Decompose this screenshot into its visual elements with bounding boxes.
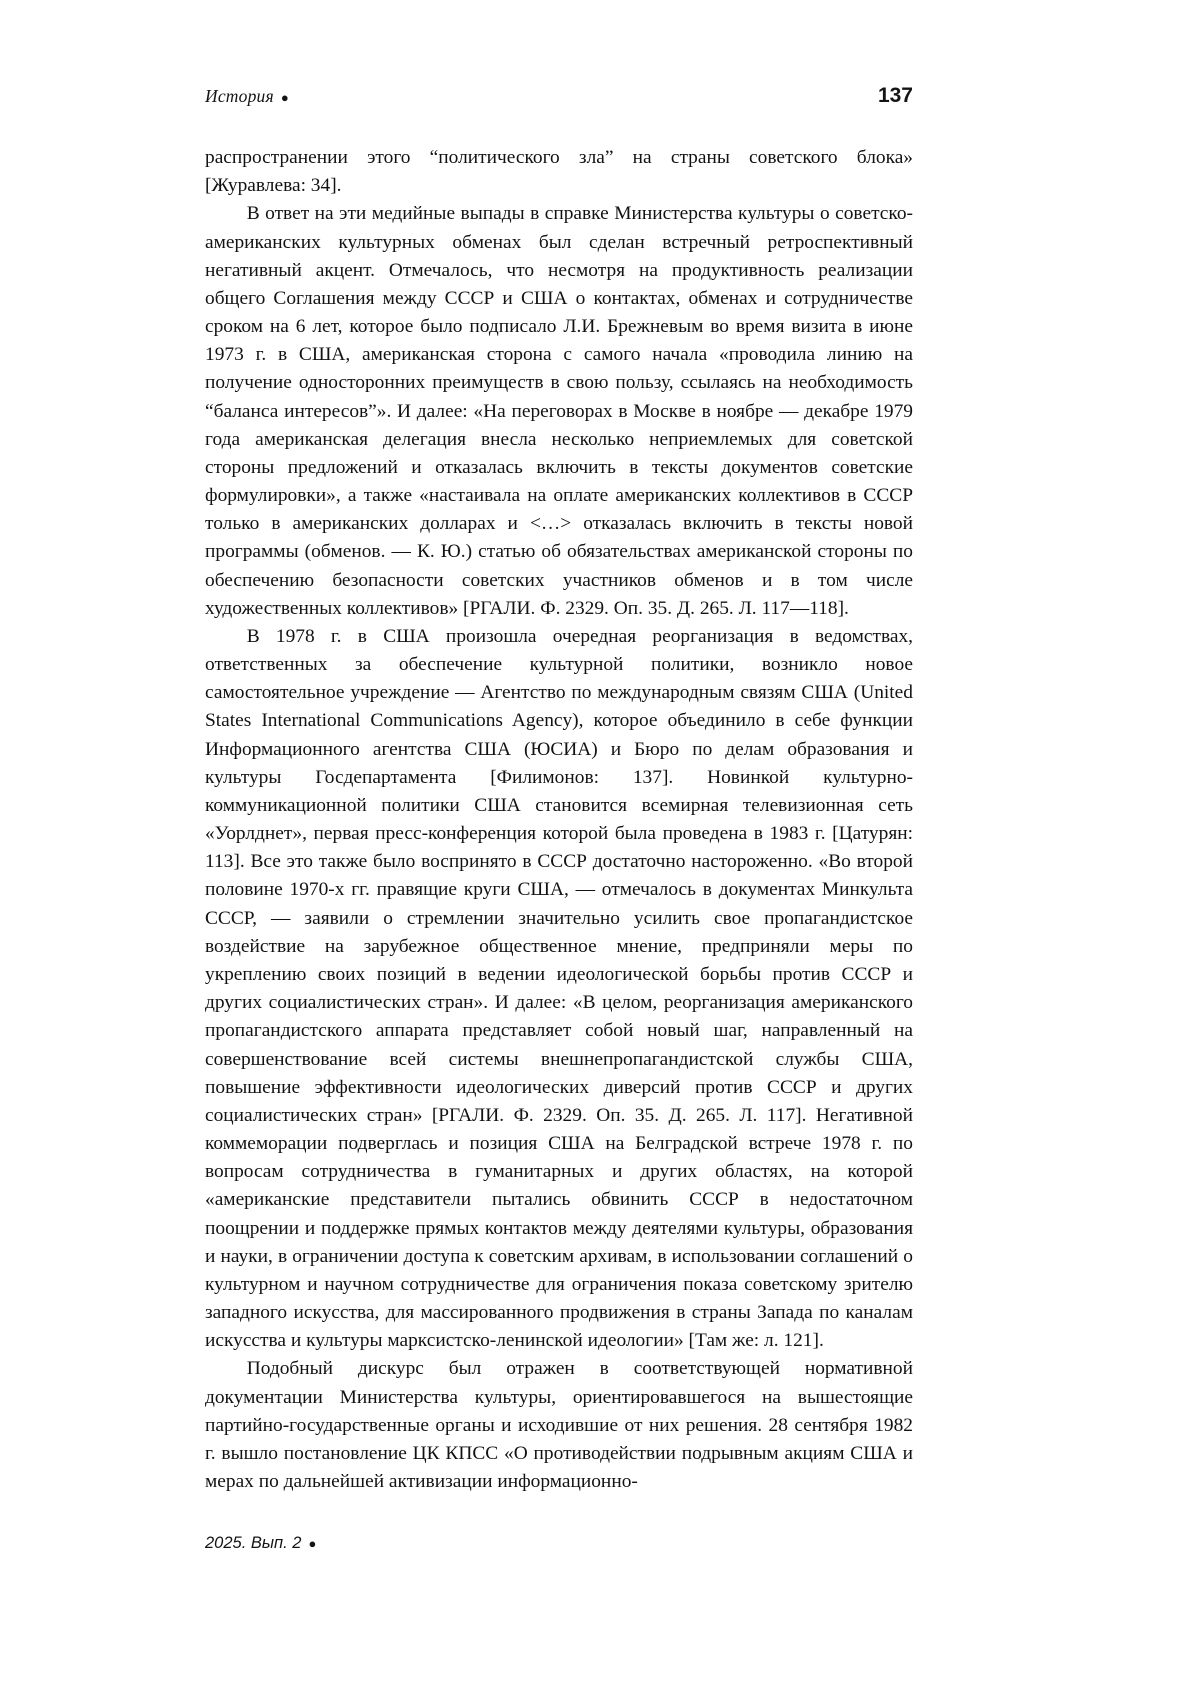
running-foot: [205, 1534, 316, 1553]
issue-label: 2025. Вып. 2: [205, 1534, 302, 1552]
paragraph-continuation: распространении этого “политического зла” на страны советского блока» [Журавлева: 34].: [205, 147, 913, 197]
page-content: [205, 84, 913, 1496]
page-number: 137: [877, 84, 913, 107]
body-text: [205, 144, 913, 1496]
bullet-icon: ●: [280, 89, 289, 105]
paragraph: В ответ на эти медийные выпады в справке Министерства культуры о советско-американских культурных обменах был сделан встречный ретроспективный негативный акцент. Отмечалось, что несмотря на продуктивность реализации общего Соглашения между СССР и США о контактах, обменах и сотрудничестве сроком на 6 лет, которое было подписало Л.И. Брежневым во время визита в июне 1973 г. в США, американская сторона с самого начала «проводила линию на получение односторонних преимуществ в свою пользу, ссылаясь на необходимость “баланса интересов”». И далее: «На переговорах в Москве в ноябре — декабре 1979 года американская делегация внесла несколько неприемлемых для советской стороны предложений и отказалась включить в тексты документов советские формулировки», а также «настаивала на оплате американских коллективов в СССР только в американских долларах и <…> отказалась включить в тексты новой программы (обменов. — К. Ю.) статью об обязательствах американской стороны по обеспечению безопасности советских участников обменов и в том числе художественных коллективов» [РГАЛИ. Ф. 2329. Оп. 35. Д. 265. Л. 117—118].: [205, 203, 913, 619]
paragraph: Подобный дискурс был отражен в соответствующей нормативной документации Министерства культуры, ориентировавшегося на вышестоящие партийно-государственные органы и исходившие от них решения. 28 сентября 1982 г. вышло постановление ЦК КПСС «О противодействии подрывным акциям США и мерах по дальнейшей активизации информационно-: [205, 1358, 913, 1493]
section-label: История: [205, 86, 274, 106]
bullet-icon: ●: [308, 1536, 317, 1552]
paragraph: В 1978 г. в США произошла очередная реорганизация в ведомствах, ответственных за обеспечение культурной политики, возникло новое самостоятельное учреждение — Агентство по международным связям США (United States International Communications Agency), которое объединило в себе функции Информационного агентства США (ЮСИА) и Бюро по делам образования и культуры Госдепартамента [Филимонов: 137]. Новинкой культурно-коммуникационной политики США становится всемирная телевизионная сеть «Уорлднет», первая пресс-конференция которой была проведена в 1983 г. [Цатурян: 113]. Все это также было воспринято в СССР достаточно настороженно. «Во второй половине 1970-х гг. правящие круги США, — отмечалось в документах Минкульта СССР, — заявили о стремлении значительно усилить свое пропагандистское воздействие на зарубежное общественное мнение, предприняли меры по укреплению своих позиций в ведении идеологической борьбы против СССР и других социалистических стран». И далее: «В целом, реорганизация американского пропагандистского аппарата представляет собой новый шаг, направленный на совершенствование всей системы внешнепропагандистской службы США, повышение эффективности идеологических диверсий против СССР и других социалистических стран» [РГАЛИ. Ф. 2329. Оп. 35. Д. 265. Л. 117]. Негативной коммеморации подверглась и позиция США на Белградской встрече 1978 г. по вопросам сотрудничества в гуманитарных и других областях, на которой «американские представители пытались обвинить СССР в недостаточном поощрении и поддержке прямых контактов между деятелями культуры, образования и науки, в ограничении доступа к советским архивам, в использовании соглашений о культурном и научном сотрудничестве для ограничения показа советскому зрителю западного искусства, для массированного продвижения в страны Запада по каналам искусства и культуры марксистско-ленинской идеологии» [Там же: л. 121].: [205, 625, 913, 1352]
running-head: [205, 84, 913, 108]
running-head-section: [205, 86, 289, 107]
